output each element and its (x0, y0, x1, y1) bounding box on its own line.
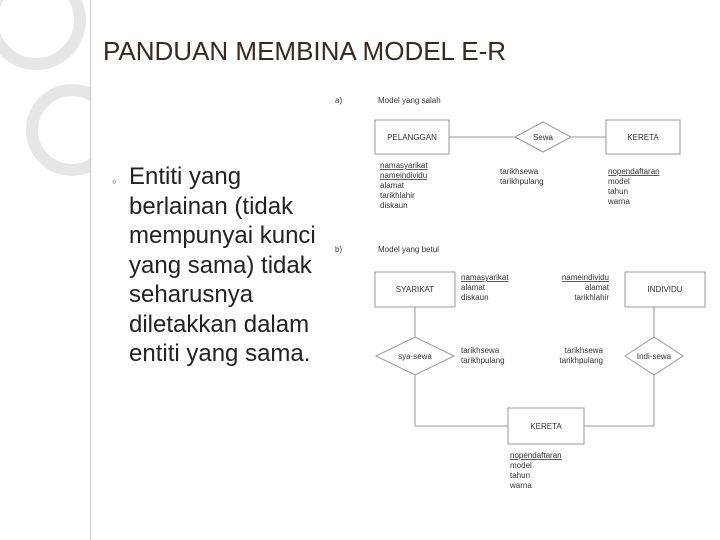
b-kereta-attr: warna (510, 481, 532, 490)
a-entity-left: PELANGGAN (387, 133, 437, 142)
b-sewa-right-attr: tarikhpulang (559, 356, 603, 365)
b-kereta-attr: nopendaftaran (510, 451, 562, 460)
b-sewa-left-attr: tarikhpulang (461, 356, 505, 365)
b-kereta-attr: tahun (510, 471, 531, 480)
a-right-attr: tahun (608, 187, 629, 196)
b-kereta-attr: model (510, 461, 532, 470)
a-left-attr: diskaun (380, 201, 408, 210)
a-left-attr: tarikhlahir (380, 191, 415, 200)
a-label: a) (335, 96, 343, 105)
b-entity-syarikat: SYARIKAT (395, 285, 435, 294)
b-label: b) (335, 245, 343, 254)
a-right-attr: model (608, 177, 630, 186)
a-right-attr: nopendaftaran (608, 167, 660, 176)
b-syarikat-attr: namasyarikat (461, 273, 509, 282)
b-individu-attr: tarikhlahir (574, 293, 609, 302)
b-sewa-right-attr: tarikhsewa (564, 346, 603, 355)
b-sewa-left-attr: tarikhsewa (461, 346, 500, 355)
bullet-icon: ◦ (112, 174, 117, 189)
a-relationship: Sewa (532, 133, 554, 142)
a-left-attr: nameindividu (380, 171, 428, 180)
b-rel-right: Indi-sewa (636, 352, 672, 361)
a-left-attr: namasyarikat (380, 161, 428, 170)
a-caption: Model yang salah (378, 96, 441, 105)
a-entity-right: KERETA (627, 133, 659, 142)
b-individu-attr: alamat (584, 283, 609, 292)
a-mid-attr: tarikhpulang (500, 177, 544, 186)
b-syarikat-attr: alamat (461, 283, 486, 292)
b-caption: Model yang betul (378, 245, 439, 254)
b-syarikat-attr: diskaun (461, 293, 489, 302)
a-mid-attr: tarikhsewa (500, 167, 539, 176)
a-right-attr: warna (608, 197, 630, 206)
b-rel-left: sya-sewa (398, 352, 432, 361)
b-entity-kereta: KERETA (530, 422, 562, 431)
bullet-text: Entiti yang berlainan (tidak mempunyai kunci yang sama) tidak seharusnya diletakkan dalam entiti yang sama. (129, 163, 316, 367)
page-title: PANDUAN MEMBINA MODEL E-R (103, 36, 507, 66)
b-entity-individu: INDIVIDU (647, 285, 683, 294)
a-left-attr: alamat (380, 181, 405, 190)
b-individu-attr: nameindividu (561, 273, 609, 282)
